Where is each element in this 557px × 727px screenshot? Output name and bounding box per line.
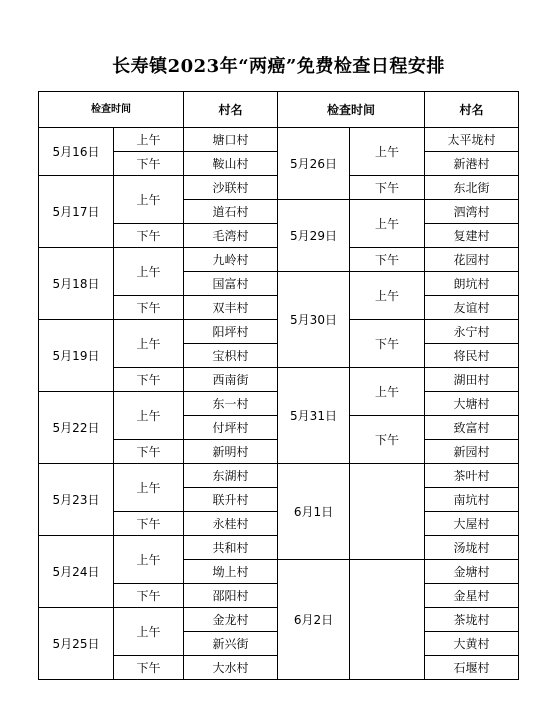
village-cell: 太平垅村	[425, 128, 519, 152]
period-cell-empty	[350, 464, 425, 560]
village-cell: 金塘村	[425, 560, 519, 584]
date-cell: 5月24日	[39, 536, 114, 608]
period-cell: 下午	[114, 656, 184, 680]
village-cell: 坳上村	[184, 560, 278, 584]
village-cell: 泗湾村	[425, 200, 519, 224]
village-cell: 沙联村	[184, 176, 278, 200]
village-cell: 塘口村	[184, 128, 278, 152]
period-cell: 上午	[114, 392, 184, 440]
village-cell: 新园村	[425, 440, 519, 464]
period-cell: 下午	[114, 224, 184, 248]
period-cell: 上午	[350, 272, 425, 320]
village-cell: 致富村	[425, 416, 519, 440]
village-cell: 将民村	[425, 344, 519, 368]
village-cell: 金龙村	[184, 608, 278, 632]
date-cell: 5月29日	[278, 200, 350, 272]
village-cell: 付坪村	[184, 416, 278, 440]
period-cell: 上午	[114, 320, 184, 368]
village-cell: 大水村	[184, 656, 278, 680]
village-cell: 大屋村	[425, 512, 519, 536]
village-cell: 道石村	[184, 200, 278, 224]
date-cell: 5月18日	[39, 248, 114, 320]
village-cell: 友谊村	[425, 296, 519, 320]
date-cell: 5月17日	[39, 176, 114, 248]
table-row	[39, 128, 519, 152]
village-cell: 金星村	[425, 584, 519, 608]
village-cell: 永桂村	[184, 512, 278, 536]
village-cell: 西南街	[184, 368, 278, 392]
period-cell: 上午	[350, 368, 425, 416]
date-cell: 6月2日	[278, 560, 350, 680]
village-cell: 茶叶村	[425, 464, 519, 488]
village-cell: 朗坑村	[425, 272, 519, 296]
date-cell: 5月30日	[278, 272, 350, 368]
period-cell: 下午	[114, 152, 184, 176]
period-cell: 下午	[114, 584, 184, 608]
village-cell: 大塘村	[425, 392, 519, 416]
period-cell: 下午	[350, 248, 425, 272]
date-cell: 5月26日	[278, 128, 350, 200]
schedule-table	[38, 91, 519, 680]
village-cell: 东一村	[184, 392, 278, 416]
table-row	[39, 464, 519, 488]
village-cell: 九岭村	[184, 248, 278, 272]
period-cell: 下午	[350, 416, 425, 464]
period-cell: 上午	[114, 608, 184, 656]
village-cell: 茶垅村	[425, 608, 519, 632]
village-cell: 花园村	[425, 248, 519, 272]
date-cell: 5月22日	[39, 392, 114, 464]
date-cell: 5月25日	[39, 608, 114, 680]
header-left-time: 检查时间	[39, 92, 184, 128]
village-cell: 毛湾村	[184, 224, 278, 248]
village-cell: 新港村	[425, 152, 519, 176]
period-cell: 上午	[114, 536, 184, 584]
village-cell: 复建村	[425, 224, 519, 248]
village-cell: 宝枳村	[184, 344, 278, 368]
period-cell: 上午	[114, 464, 184, 512]
period-cell: 上午	[350, 128, 425, 176]
date-cell: 5月31日	[278, 368, 350, 464]
period-cell: 上午	[350, 200, 425, 248]
village-cell: 新兴街	[184, 632, 278, 656]
village-cell: 汤垅村	[425, 536, 519, 560]
period-cell: 下午	[350, 320, 425, 368]
village-cell: 国富村	[184, 272, 278, 296]
header-right-village: 村名	[425, 92, 519, 128]
date-cell: 5月19日	[39, 320, 114, 392]
period-cell: 上午	[114, 176, 184, 224]
period-cell: 上午	[114, 248, 184, 296]
header-left-village: 村名	[184, 92, 278, 128]
village-cell: 湖田村	[425, 368, 519, 392]
village-cell: 南坑村	[425, 488, 519, 512]
village-cell: 鞍山村	[184, 152, 278, 176]
village-cell: 东北街	[425, 176, 519, 200]
village-cell: 邵阳村	[184, 584, 278, 608]
period-cell: 下午	[114, 296, 184, 320]
date-cell: 5月23日	[39, 464, 114, 536]
village-cell: 大黄村	[425, 632, 519, 656]
village-cell: 双丰村	[184, 296, 278, 320]
village-cell: 新明村	[184, 440, 278, 464]
period-cell: 下午	[114, 368, 184, 392]
village-cell: 联升村	[184, 488, 278, 512]
period-cell: 下午	[114, 512, 184, 536]
page-title: 长寿镇2023年“两癌”免费检查日程安排	[112, 56, 445, 77]
header-row	[39, 92, 519, 128]
period-cell: 下午	[114, 440, 184, 464]
period-cell-empty	[350, 560, 425, 680]
village-cell: 永宁村	[425, 320, 519, 344]
village-cell: 石堰村	[425, 656, 519, 680]
date-cell: 5月16日	[39, 128, 114, 176]
header-right-time: 检查时间	[278, 92, 425, 128]
village-cell: 东湖村	[184, 464, 278, 488]
date-cell: 6月1日	[278, 464, 350, 560]
village-cell: 共和村	[184, 536, 278, 560]
village-cell: 阳坪村	[184, 320, 278, 344]
period-cell: 下午	[350, 176, 425, 200]
period-cell: 上午	[114, 128, 184, 152]
